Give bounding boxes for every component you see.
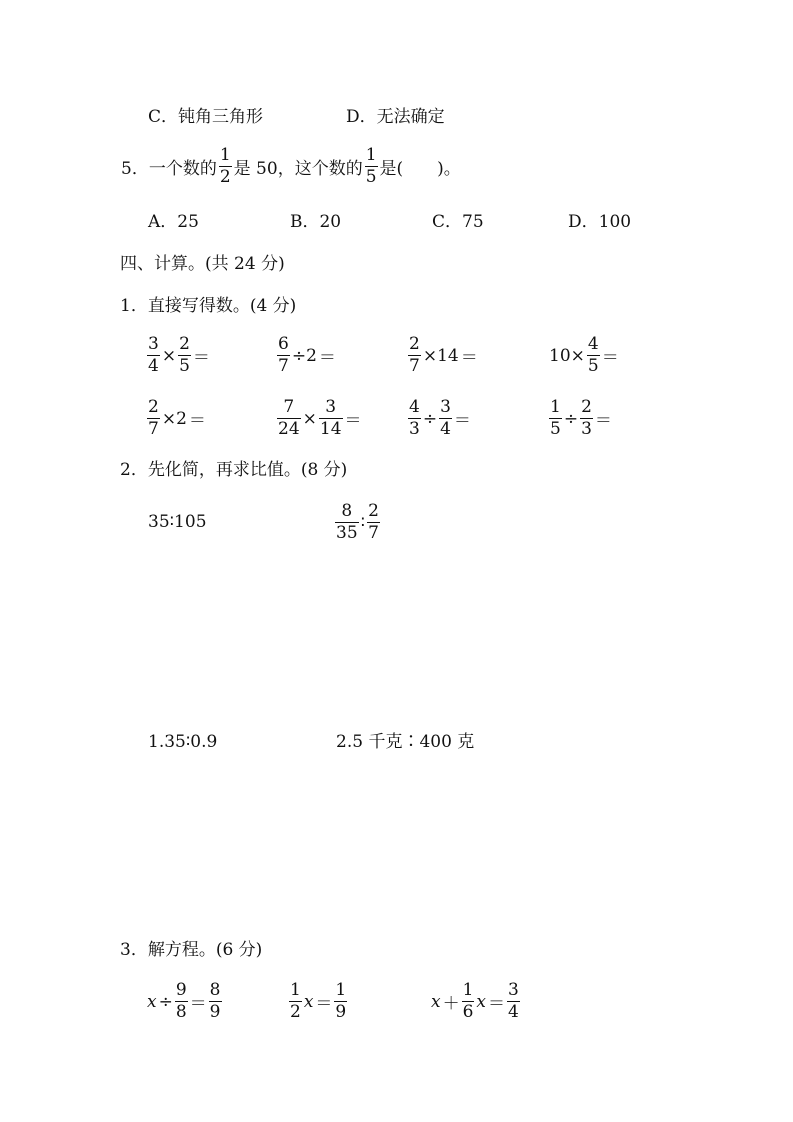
expr-1-3: $\frac{2}{7}$ ×14 ＝ [409,334,478,376]
expr-2-2: $\frac{7}{24}$ × $\frac{3}{14}$ ＝ [278,397,362,439]
part-3-title: 3．解方程。(6 分) [120,940,263,960]
equation-1: x ÷ $\frac{9}{8}$ ＝ $\frac{8}{9}$ [147,980,221,1022]
part-1-title: 1．直接写得数。(4 分) [120,296,297,316]
option-c: C．钝角三角形 [148,107,264,127]
q5-option-b: B．20 [290,212,342,232]
q5-option-d: D．100 [568,212,632,232]
part-2-title: 2．先化简，再求比值。(8 分) [120,460,348,480]
ratio-4: 2.5 千克∶400 克 [336,732,475,752]
expr-2-3: $\frac{4}{3}$ ÷ $\frac{3}{4}$ ＝ [409,397,471,439]
expr-1-2: $\frac{6}{7}$ ÷2 ＝ [278,334,336,376]
question-5 [120,147,462,186]
q5-prefix: 5．一个数的 [121,159,217,179]
expr-2-4: $\frac{1}{5}$ ÷ $\frac{2}{3}$ ＝ [550,397,612,439]
expr-1-1: $\frac{3}{4}$ × $\frac{2}{5}$ ＝ [148,334,210,376]
q5-option-c: C．75 [432,212,484,232]
q5-option-a: A．25 [148,212,199,232]
equation-2: $\frac{1}{2}$ x ＝ $\frac{1}{9}$ [290,980,347,1022]
fraction-fifth: $\frac{1}{5}$ [365,145,377,187]
fraction-half: $\frac{1}{2}$ [219,145,231,187]
q5-mid: 是 50，这个数的 [233,159,363,179]
q5-suffix: 是( )。 [379,159,461,179]
equation-3: x ＋ $\frac{1}{6}$ x ＝ $\frac{3}{4}$ [431,980,519,1022]
expr-2-1: $\frac{2}{7}$ ×2 ＝ [148,397,206,439]
option-d: D．无法确定 [346,107,445,127]
ratio-2: $\frac{8}{35}$ ∶ $\frac{2}{7}$ [336,501,379,543]
ratio-3: 1.35∶0.9 [148,732,218,752]
ratio-1: 35∶105 [148,512,207,532]
expr-1-4: 10× $\frac{4}{5}$ ＝ [549,334,619,376]
section-4-title: 四、计算。(共 24 分) [120,254,285,274]
